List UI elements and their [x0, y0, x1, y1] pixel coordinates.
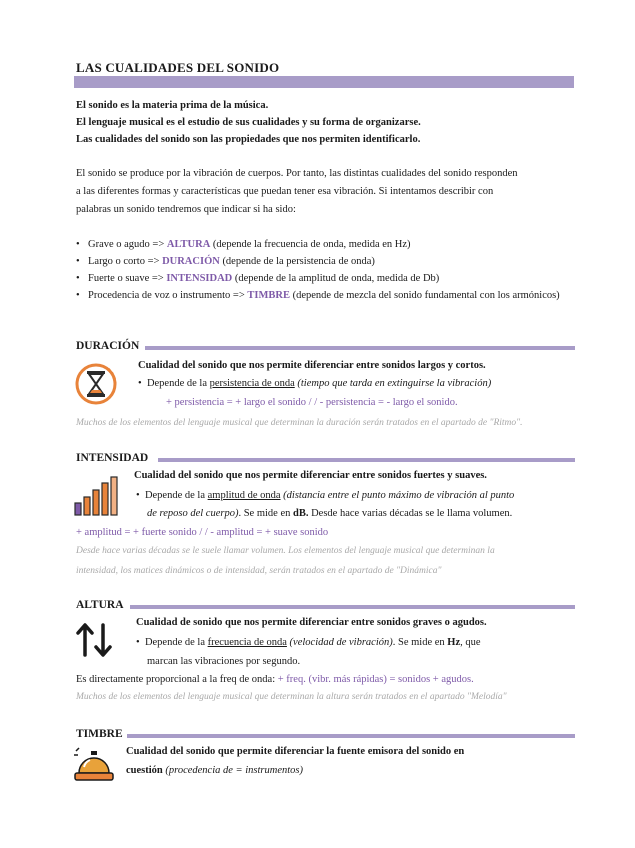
section-heading-altura: ALTURA [76, 599, 124, 611]
intensidad-note-line-2: intensidad, los matices dinámicos o de intensidad, serán tratados en el apartado de "Dinámica" [76, 566, 442, 576]
list-item: • Largo o corto => DURACIÓN (depende de la persistencia de onda) [76, 253, 566, 270]
paragraph-line-2: a las diferentes formas y características que puedan tener esa vibración. Si intentamos describir con [76, 186, 494, 197]
intro-line-2: El lenguaje musical es el estudio de sus cualidades y su forma de organizarse. [76, 117, 421, 128]
section-rule-duracion [145, 346, 575, 350]
section-rule-altura [130, 605, 575, 609]
timbre-definition-line-1: Cualidad del sonido que permite diferenciar la fuente emisora del sonido en [126, 746, 465, 757]
section-heading-duracion: DURACIÓN [76, 340, 140, 352]
section-rule-timbre [127, 734, 575, 738]
section-heading-intensidad: INTENSIDAD [76, 452, 149, 464]
page-title: LAS CUALIDADES DEL SONIDO [76, 60, 280, 75]
altura-definition: Cualidad de sonido que nos permite diferenciar entre sonidos graves o agudos. [136, 617, 487, 628]
timbre-definition-line-2: cuestión (procedencia de = instrumentos) [126, 765, 303, 776]
title-underline-bar [74, 76, 574, 88]
list-item: • Grave o agudo => ALTURA (depende la frecuencia de onda, medida en Hz) [76, 236, 566, 253]
section-rule-intensidad [158, 458, 575, 462]
volume-bars-icon [74, 475, 118, 517]
paragraph-line-3: palabras un sonido tendremos que indicar si ha sido: [76, 204, 296, 215]
qualities-list [76, 236, 566, 304]
list-item: • Fuerte o suave => INTENSIDAD (depende de la amplitud de onda, medida de Db) [76, 270, 566, 287]
intensidad-bullet-line-2: de reposo del cuerpo). Se mide en dB. Desde hace varias décadas se le llama volumen. [147, 508, 513, 519]
paragraph-line-1: El sonido se produce por la vibración de cuerpos. Por tanto, las distintas cualidades del sonido responden [76, 168, 518, 179]
intensidad-definition: Cualidad del sonido que nos permite diferenciar entre sonidos fuertes y suaves. [134, 470, 487, 481]
intensidad-note-line-1: Desde hace varias décadas se le suele llamar volumen. Los elementos del lenguaje musical que determinan la [76, 546, 495, 556]
up-down-arrows-icon [76, 622, 112, 658]
section-heading-timbre: TIMBRE [76, 728, 123, 740]
service-bell-icon [72, 745, 116, 783]
hourglass-icon [74, 360, 126, 406]
intro-line-1: El sonido es la materia prima de la música. [76, 100, 269, 111]
intro-line-3: Las cualidades del sonido son las propiedades que nos permiten identificarlo. [76, 134, 421, 145]
altura-note: Muchos de los elementos del lenguaje musical que determinan la altura serán tratados en el apartado "Melodía" [76, 692, 507, 702]
duracion-rule: + persistencia = + largo el sonido / / - persistencia = - largo el sonido. [166, 397, 458, 408]
duracion-definition: Cualidad del sonido que nos permite diferenciar entre sonidos largos y cortos. [138, 360, 486, 371]
intensidad-rule: + amplitud = + fuerte sonido / / - amplitud = + suave sonido [76, 527, 329, 538]
duracion-note: Muchos de los elementos del lenguaje musical que determinan la duración serán tratados en el apartado de "Ritmo". [76, 418, 523, 428]
altura-bullet-line-1: • Depende de la frecuencia de onda (velocidad de vibración). Se mide en Hz, que [136, 637, 481, 648]
intensidad-bullet-line-1: • Depende de la amplitud de onda (distancia entre el punto máximo de vibración al punto [136, 490, 515, 501]
duracion-bullet: • Depende de la persistencia de onda (tiempo que tarda en extinguirse la vibración) [138, 378, 492, 389]
list-item: • Procedencia de voz o instrumento => TIMBRE (depende de mezcla del sonido fundamental con los armónicos) [76, 287, 566, 304]
altura-proportional: Es directamente proporcional a la freq de onda: + freq. (vibr. más rápidas) = sonidos + agudos. [76, 674, 474, 685]
altura-bullet-line-2: marcan las vibraciones por segundo. [147, 656, 301, 667]
